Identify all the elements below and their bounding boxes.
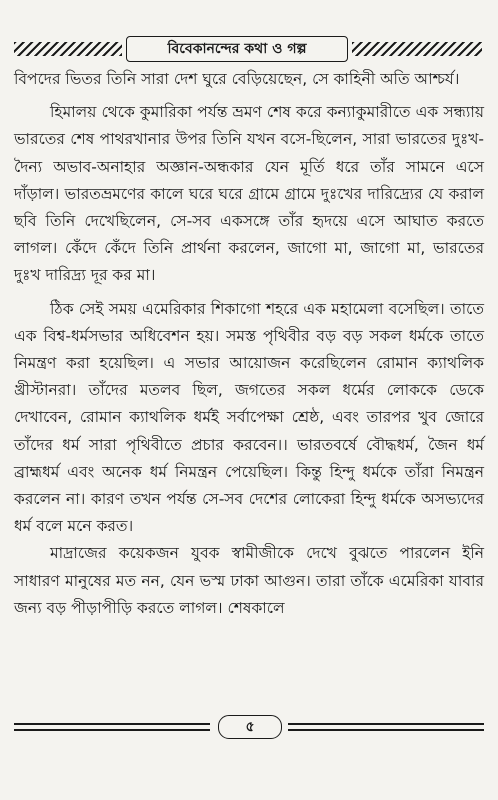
page-number: ৫ [218,715,282,739]
book-title: বিবেকানন্দের কথা ও গল্প [126,36,348,62]
paragraph: হিমালয় থেকে কুমারিকা পর্যন্ত ভ্রমণ শেষ করে কন্যাকুমারীতে এক সন্ধ্যায় ভারতের শেষ পাথরখানার উপর তিনি যখন বসে-ছিলেন, সারা ভারতের দুঃখ-দৈন্য অভাব-অনাহার অজ্ঞান-অন্ধকার যেন মূর্তি ধরে তাঁর সামনে এসে দাঁড়াল। ভারতভ্রমণের কালে ঘরে ঘরে গ্রামে গ্রামে দুঃখের দারিদ্র্যের যে করাল ছবি তিনি দেখেছিলেন, সে-সব একসঙ্গে তাঁর হৃদয়ে এসে আঘাত করতে লাগল। কেঁদে কেঁদে তিনি প্রার্থনা করলেন, জাগো মা, জাগো মা, ভারতের দুঃখ দারিদ্র্য দূর কর মা। [14,103,484,285]
paragraph-continued: বিপদের ভিতর তিনি সারা দেশ ঘুরে বেড়িয়েছেন, সে কাহিনী অতি আশ্চর্য। [14,70,460,88]
page-footer [14,715,484,741]
footer-rule [14,729,210,731]
running-header [14,36,482,62]
header-ornament-right [352,42,482,56]
paragraph: ঠিক সেই সময় এমেরিকার শিকাগো শহরে এক মহামেলা বসেছিল। তাতে এক বিশ্ব-ধর্মসভার অধিবেশন হয়। সমস্ত পৃথিবীর বড় বড় সকল ধর্মকে তাতে নিমন্ত্রণ করা হয়েছিল। এ সভার আয়োজন করেছিলেন রোমান ক্যাথলিক খ্রীস্টানরা। তাঁদের মতলব ছিল, জগতের সকল ধর্মের লোককে ডেকে দেখাবেন, রোমান ক্যাথলিক ধর্মই সর্বাপেক্ষা শ্রেষ্ঠ, এবং তারপর খুব জোরে তাঁদের ধর্ম সারা পৃথিবীতে প্রচার করবেন।। ভারতবর্ষে বৌদ্ধধর্ম, জৈন ধর্ম ব্রাহ্মধর্ম এবং অনেক ধর্ম নিমন্ত্রন পেয়েছিল। কিন্তু হিন্দু ধর্মকে তাঁরা নিমন্ত্রন করলেন না। কারণ তখন পর্যন্ত সে-সব দেশের লোকেরা হিন্দু ধর্মকে অসভ্যদের ধর্ম বলে মনে করত। [14,299,484,536]
footer-rule [288,723,484,725]
footer-rule [288,729,484,731]
footer-rule [14,723,210,725]
page-body [14,66,484,622]
header-ornament-left [14,42,122,56]
paragraph: মাদ্রাজের কয়েকজন যুবক স্বামীজীকে দেখে বুঝতে পারলেন ইনি সাধারণ মানুষের মত নন, যেন ভস্ম ঢাকা আগুন। তারা তাঁকে এমেরিকা যাবার জন্য বড় পীড়াপীড়ি করতে লাগল। শেষকালে [14,544,484,617]
